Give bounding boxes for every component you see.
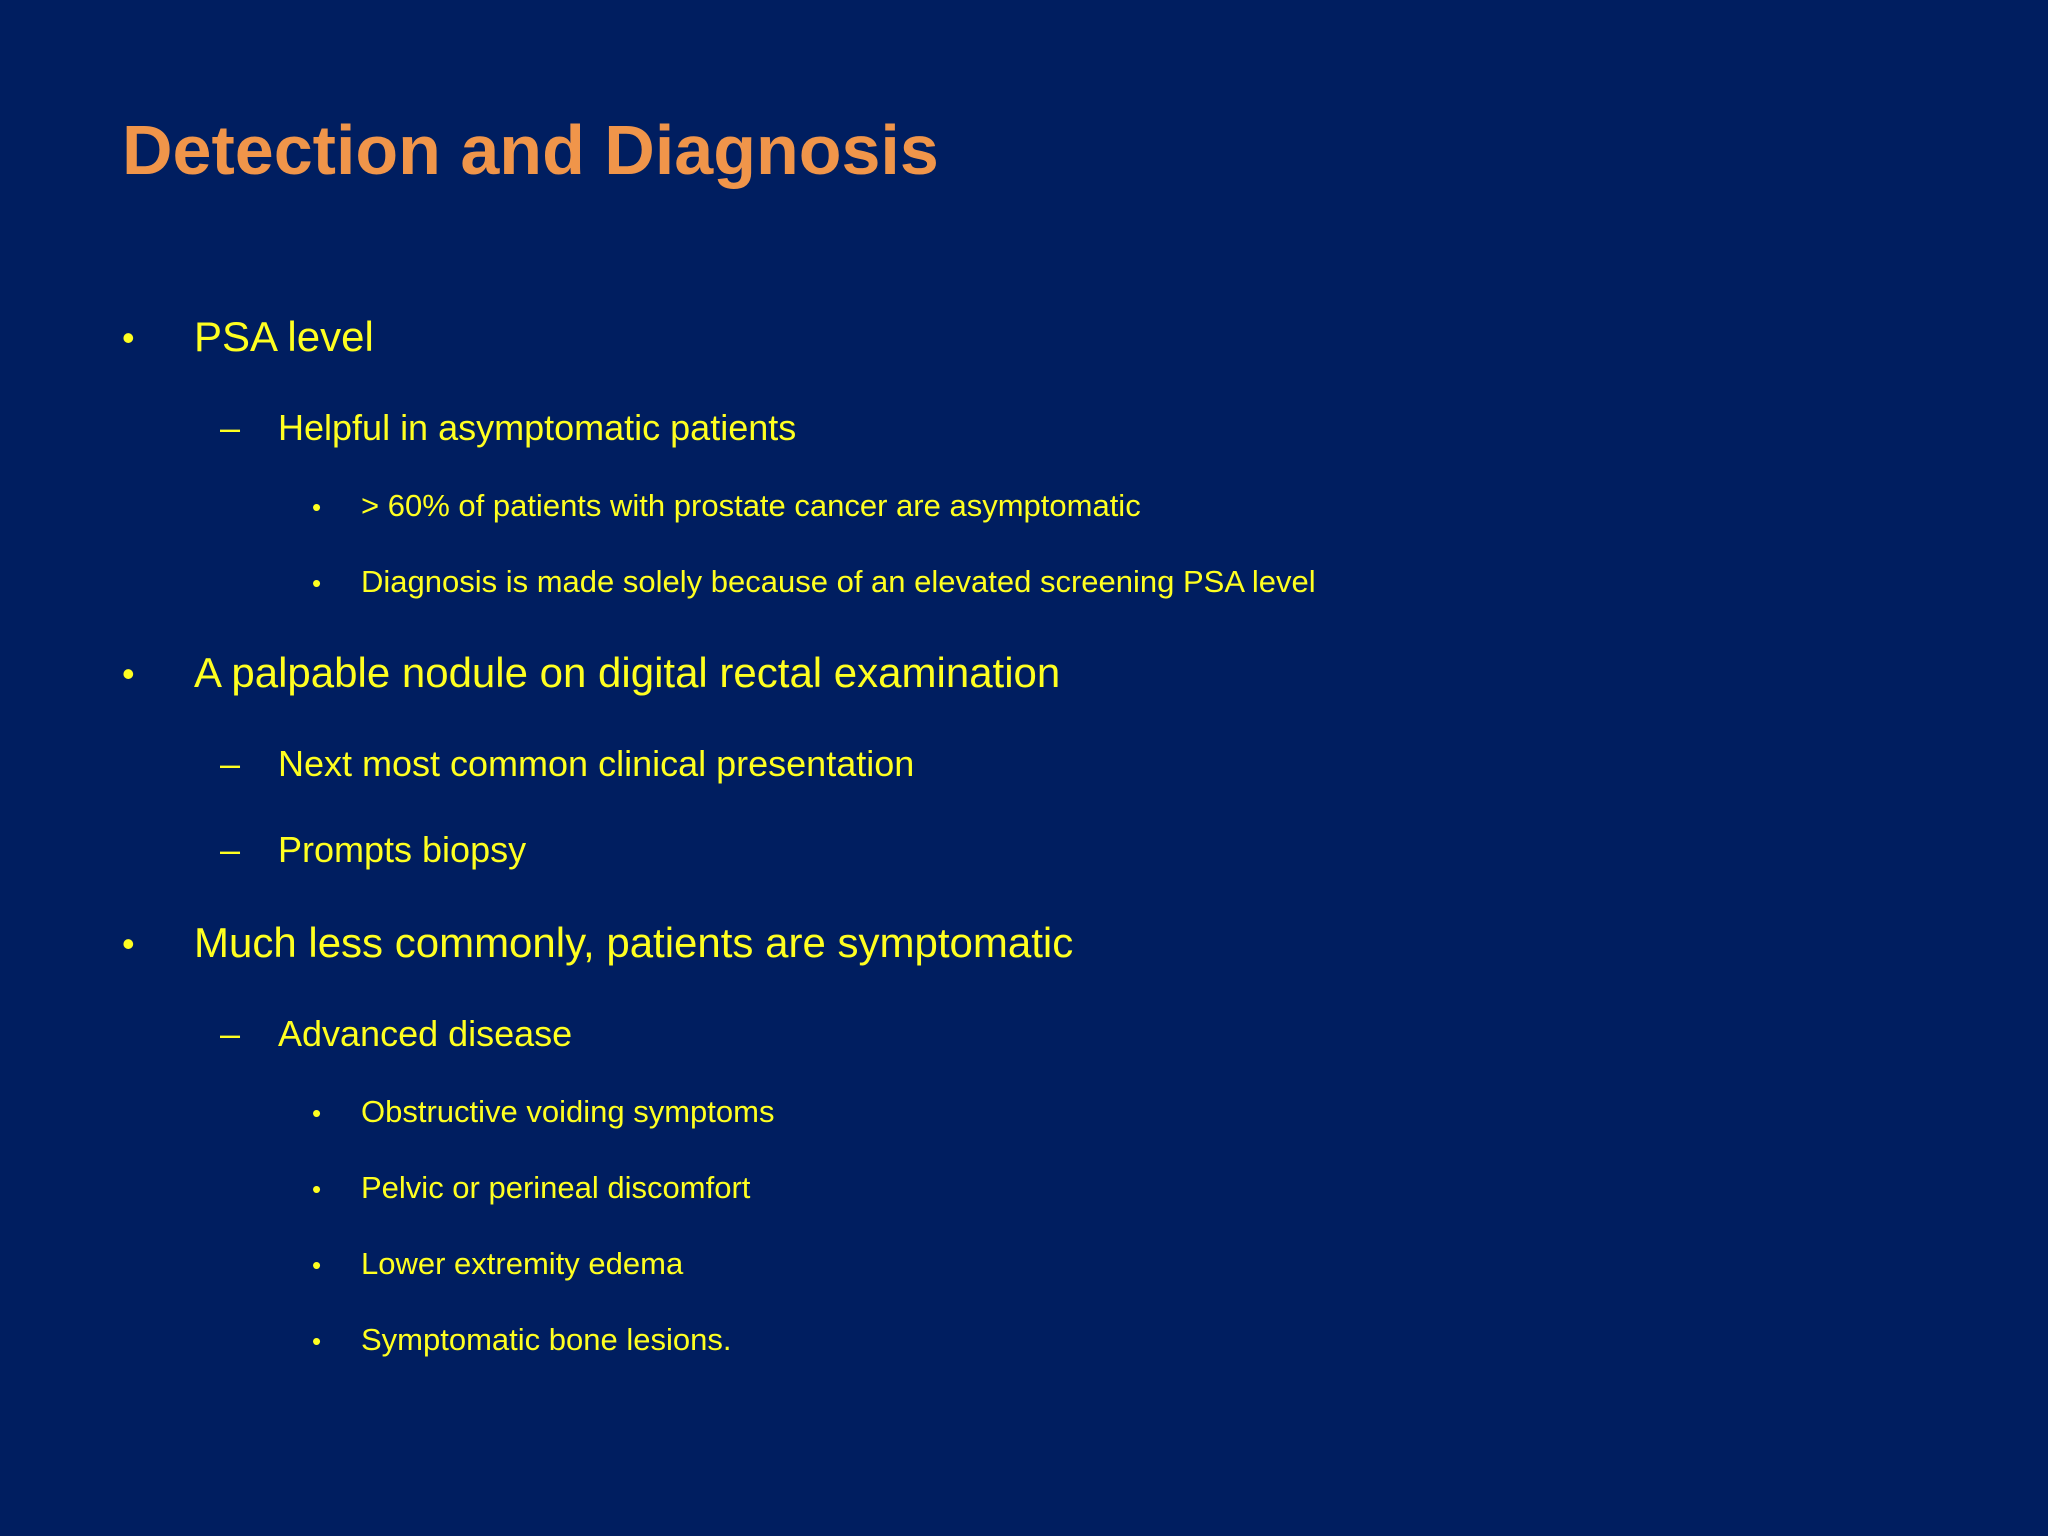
bullet-marker: • bbox=[122, 317, 135, 358]
bullet-text: Next most common clinical presentation bbox=[278, 743, 915, 784]
bullet-text: PSA level bbox=[194, 313, 374, 360]
bullet-marker: • bbox=[312, 568, 322, 598]
bullet-text: A palpable nodule on digital rectal examination bbox=[194, 649, 1061, 696]
bullet-marker: • bbox=[312, 1174, 322, 1204]
bullet-marker: • bbox=[312, 1098, 322, 1128]
bullet-marker: • bbox=[122, 653, 135, 694]
bullet-marker: • bbox=[312, 1250, 322, 1280]
bullet-text: Much less commonly, patients are symptomatic bbox=[194, 919, 1074, 966]
bullet-text: Diagnosis is made solely because of an elevated screening PSA level bbox=[361, 564, 1316, 599]
bullet-text: Helpful in asymptomatic patients bbox=[278, 407, 797, 448]
bullet-text: Lower extremity edema bbox=[361, 1246, 684, 1281]
bullet-text: Symptomatic bone lesions. bbox=[361, 1322, 732, 1357]
slide-title: Detection and Diagnosis bbox=[122, 111, 939, 189]
bullet-text: > 60% of patients with prostate cancer are asymptomatic bbox=[361, 488, 1141, 523]
dash-marker: – bbox=[220, 829, 241, 870]
bullet-marker: • bbox=[312, 492, 322, 522]
bullet-text: Pelvic or perineal discomfort bbox=[361, 1170, 751, 1205]
dash-marker: – bbox=[220, 407, 241, 448]
bullet-marker: • bbox=[122, 923, 135, 964]
bullet-text: Obstructive voiding symptoms bbox=[361, 1094, 775, 1129]
dash-marker: – bbox=[220, 743, 241, 784]
dash-marker: – bbox=[220, 1013, 241, 1054]
bullet-text: Advanced disease bbox=[278, 1013, 573, 1054]
bullet-text: Prompts biopsy bbox=[278, 829, 527, 870]
bullet-marker: • bbox=[312, 1326, 322, 1356]
